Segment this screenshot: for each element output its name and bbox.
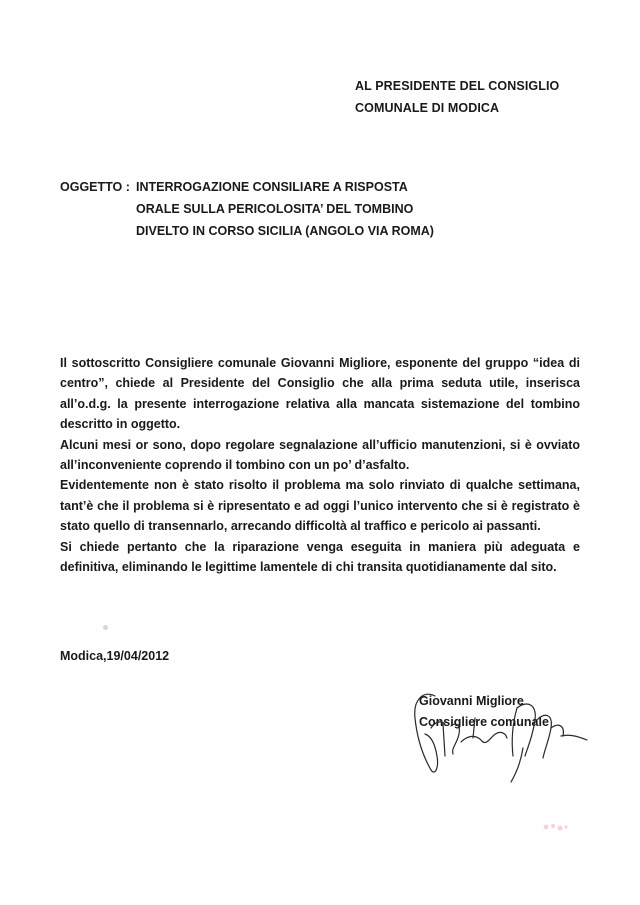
subject-text (136, 176, 456, 242)
body-paragraph-1: Il sottoscritto Consigliere comunale Giovanni Migliore, esponente del gruppo “idea di centro”, chiede al Presidente del Consiglio che alla prima seduta utile, inserisca all’o.d.g. la presente interrogazione relativa alla mancata sistemazione del tombino descritto in oggetto. (60, 356, 580, 432)
body-paragraph-2: Alcuni mesi or sono, dopo regolare segnalazione all’ufficio manutenzioni, si è ovviato all’inconveniente coprendo il tombino con un po’ d’asfalto. (60, 437, 580, 473)
subject-line-2: ORALE SULLA PERICOLOSITA’ DEL TOMBINO (136, 202, 414, 216)
recipient-line-2: COMUNALE DI MODICA (355, 101, 500, 115)
subject-block (60, 176, 456, 242)
signatory-role: Consigliere comunale (419, 715, 549, 729)
date-line: Modica,19/04/2012 (60, 649, 170, 663)
body-text (60, 353, 580, 577)
subject-line-1: INTERROGAZIONE CONSILIARE A RISPOSTA (136, 180, 408, 194)
signatory-name: Giovanni Migliore (419, 694, 524, 708)
subject-label: OGGETTO : (60, 180, 130, 194)
body-paragraph-4: Si chiede pertanto che la riparazione venga eseguita in maniera più adeguata e definitiva, eliminando le legittime lamentele di chi transita quotidianamente dal sito. (60, 539, 580, 575)
paper-stain (540, 820, 570, 834)
recipient-block (355, 75, 559, 119)
recipient-line-1: AL PRESIDENTE DEL CONSIGLIO (355, 79, 560, 93)
body-paragraph-3: Evidentemente non è stato risolto il problema ma solo rinviato di qualche settimana, tant’è che il problema si è ripresentato e ad oggi l’unico intervento che si è registrato è stato quello di transennarlo, arrecando difficoltà al traffico e pericolo ai passanti. (60, 478, 580, 534)
paper-mark (103, 625, 108, 630)
handwritten-signature (405, 678, 590, 790)
subject-line-3: DIVELTO IN CORSO SICILIA (ANGOLO VIA ROMA) (136, 224, 434, 238)
